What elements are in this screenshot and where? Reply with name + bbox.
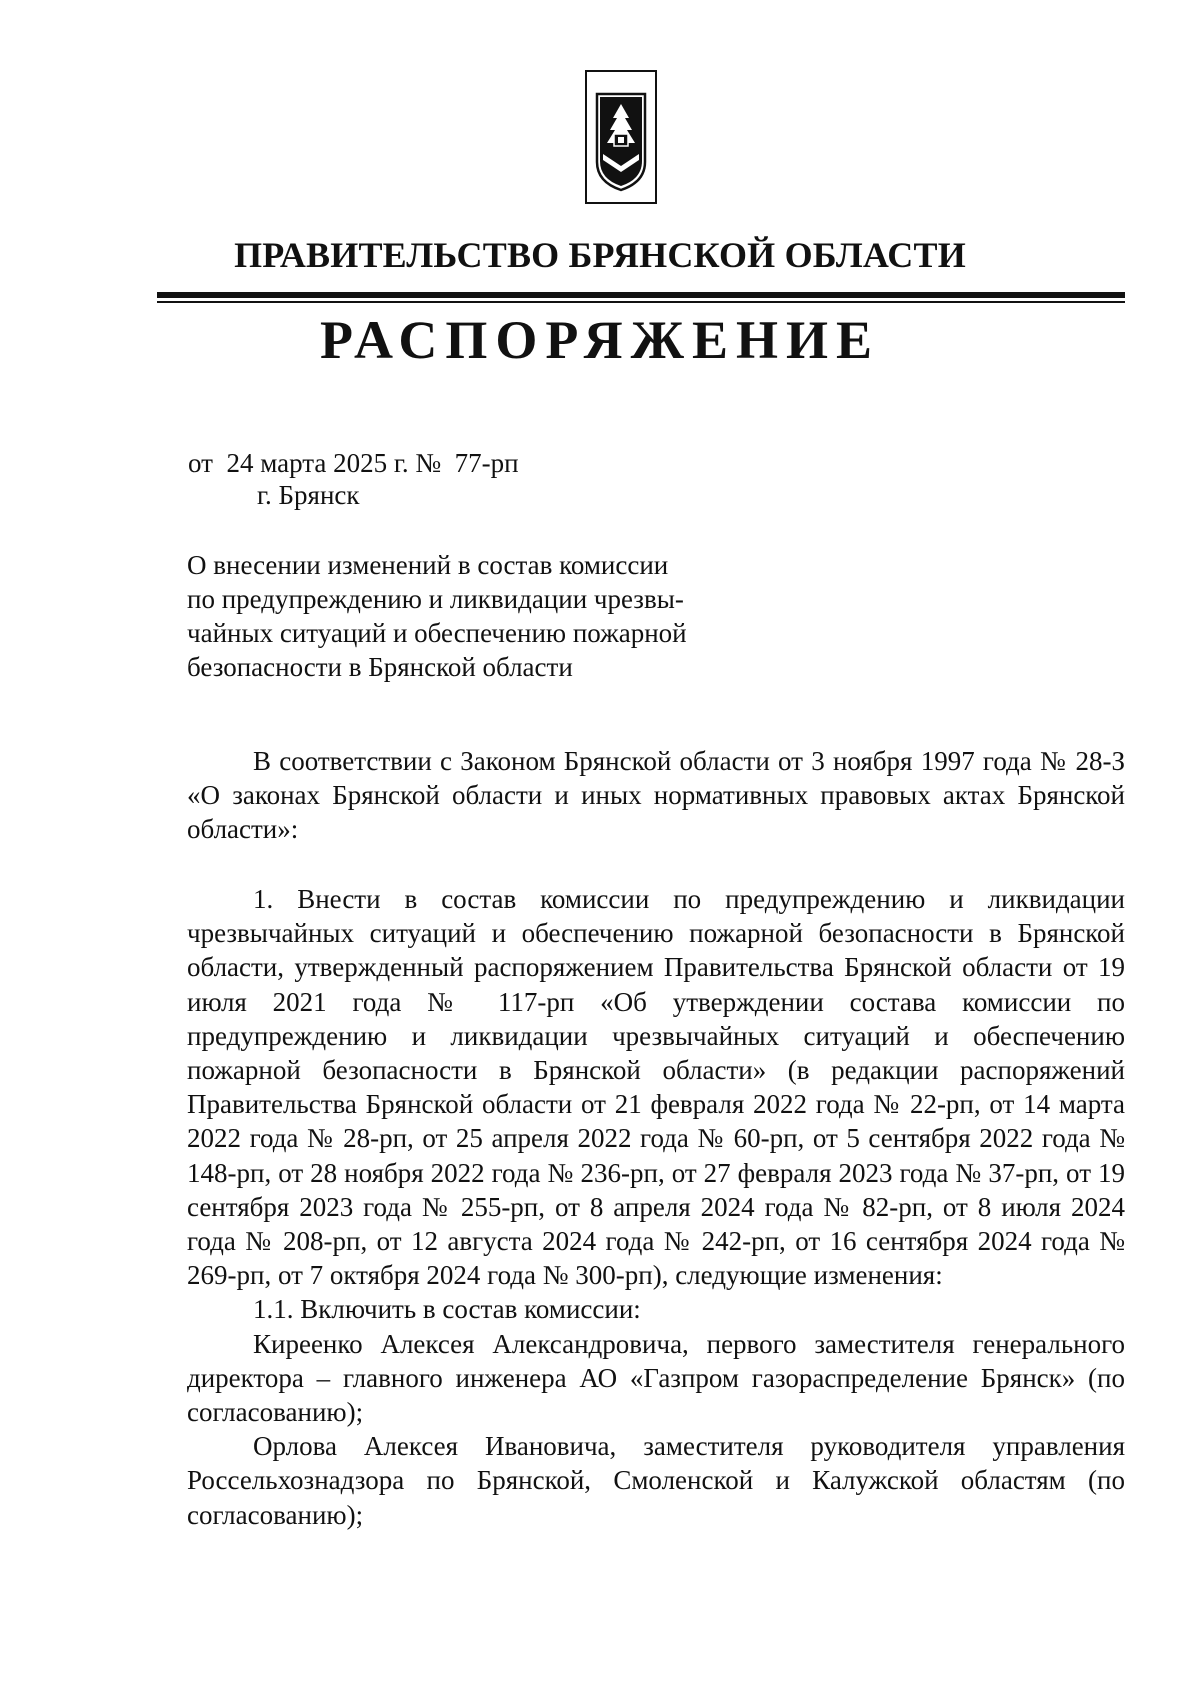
date-and-number: от 24 марта 2025 г. № 77-рп — [188, 448, 519, 478]
subject-line: О внесении изменений в состав комиссии — [187, 550, 669, 580]
point-1-paragraph: 1. Внести в состав комиссии по предупреждению и ликвидации чрезвычайных ситуаций и обеспечению пожарной безопасности в Брянской области, утвержденный распоряжением Правительства Брянской области от 19 июля 2021 года № 117-рп «Об утверждении состава комиссии по предупреждению и ликвидации чрезвычайных ситуаций и обеспечению пожарной безопасности в Брянской области» (в редакции распоряжений Правительства Брянской области от 21 февраля 2022 года № 22-рп, от 14 марта 2022 года № 28-рп, от 25 апреля 2022 года № 60-рп, от 5 сентября 2022 года № 148-рп, от 28 ноября 2022 года № 236-рп, от 27 февраля 2023 года № 37-рп, от 19 сентября 2023 года № 255-рп, от 8 апреля 2024 года № 82-рп, от 8 июля 2024 года № 208-рп, от 12 августа 2024 года № 242-рп, от 16 сентября 2024 года № 269-рп, от 7 октября 2024 года № 300-рп), следующие изменения: — [187, 884, 1125, 1291]
government-title: ПРАВИТЕЛЬСТВО БРЯНСКОЙ ОБЛАСТИ — [234, 235, 966, 275]
subject-line: по предупреждению и ликвидации чрезвы- — [187, 584, 684, 614]
member-2-paragraph: Орлова Алексея Ивановича, заместителя руководителя управления Россельхознадзора по Брянской, Смоленской и Калужской областям (по согласованию); — [187, 1431, 1125, 1530]
preamble-paragraph: В соответствии с Законом Брянской области от 3 ноября 1997 года № 28-З «О законах Брянской области и иных нормативных правовых актах Брянской области»: — [187, 746, 1125, 845]
subject-line: безопасности в Брянской области — [187, 652, 573, 682]
preamble-block — [187, 744, 1125, 847]
document-type: РАСПОРЯЖЕНИЕ — [319, 310, 881, 370]
member-1-paragraph: Киреенко Алексея Александровича, первого заместителя генерального директора – главного инженера АО «Газпром газораспределение Брянск» (по согласованию); — [187, 1328, 1125, 1428]
main-body — [187, 882, 1125, 1532]
document-subject — [187, 548, 747, 684]
city: г. Брянск — [257, 480, 360, 510]
subject-line: чайных ситуаций и обеспечению пожарной — [187, 618, 687, 648]
point-1-1-paragraph: 1.1. Включить в состав комиссии: — [253, 1294, 641, 1325]
header-rule-thick — [157, 292, 1125, 298]
coat-of-arms-icon — [585, 70, 657, 204]
header-rule-thin — [157, 301, 1125, 303]
